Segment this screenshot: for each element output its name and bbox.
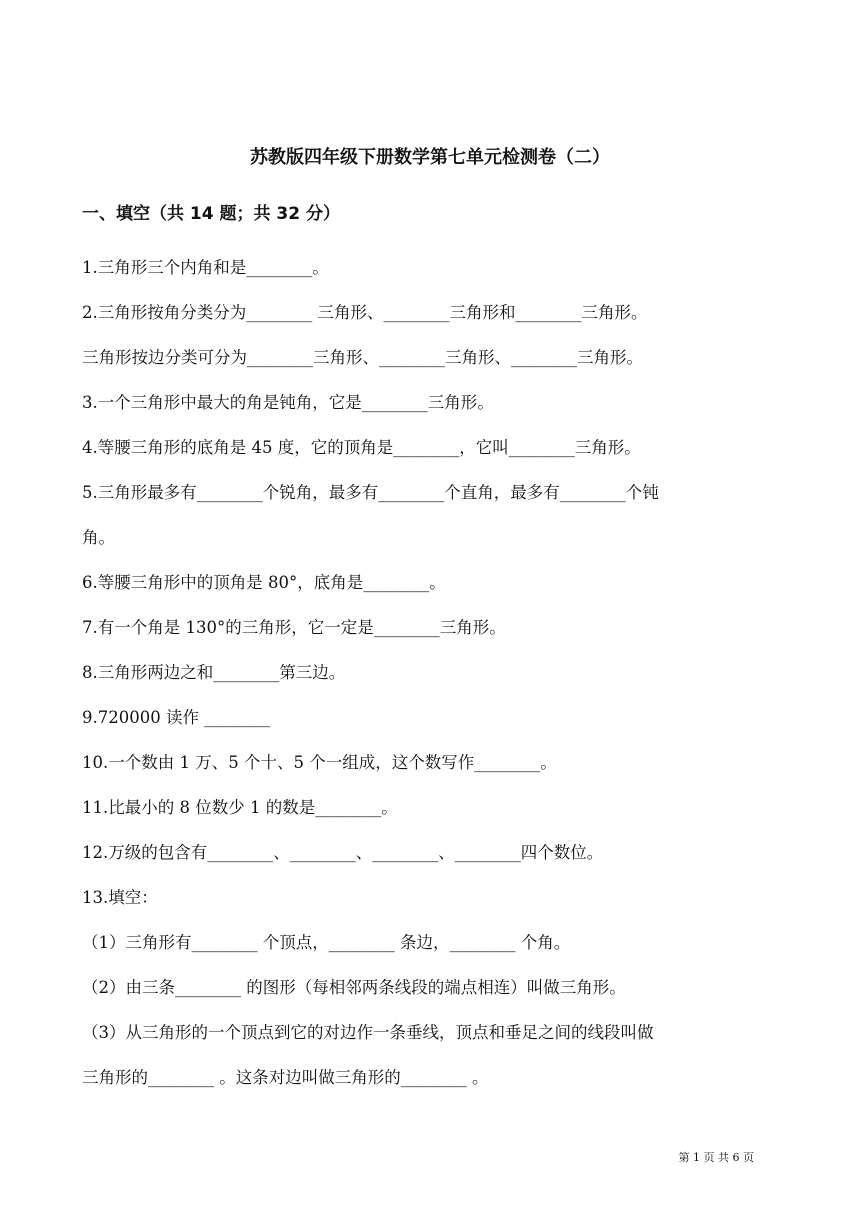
question-line: 1.三角形三个内角和是________。 — [82, 258, 329, 277]
question-line: 10.一个数由 1 万、5 个十、5 个一组成，这个数写作________。 — [82, 753, 557, 772]
question-line: 5.三角形最多有________个锐角，最多有________个直角，最多有________个钝 — [82, 483, 659, 502]
question-line: （1）三角形有________ 个顶点，________ 条边，________ 个角。 — [82, 933, 571, 952]
question-line: 13.填空： — [82, 888, 158, 907]
page-number-footer: 第 1 页 共 6 页 — [678, 1151, 754, 1164]
document-title: 苏教版四年级下册数学第七单元检测卷（二） — [250, 147, 610, 168]
question-line: 3.一个三角形中最大的角是钝角，它是________三角形。 — [82, 393, 494, 412]
question-line: 7.有一个角是 130°的三角形，它一定是________三角形。 — [82, 618, 506, 637]
question-line: 6.等腰三角形中的顶角是 80°，底角是________。 — [82, 573, 446, 592]
question-line: 12.万级的包含有________、________、________、________四个数位。 — [82, 843, 604, 862]
question-line: 8.三角形两边之和________第三边。 — [82, 663, 346, 682]
section-heading: 一、填空（共 14 题；共 32 分） — [82, 204, 340, 224]
question-line: 三角形按边分类可分为________三角形、________三角形、________三角形。 — [82, 348, 643, 367]
question-line: 11.比最小的 8 位数少 1 的数是________。 — [82, 798, 398, 817]
question-line: 4.等腰三角形的底角是 45 度，它的顶角是________，它叫________三角形。 — [82, 438, 641, 457]
question-line: 2.三角形按角分类分为________ 三角形、________三角形和________三角形。 — [82, 303, 648, 322]
question-line: （3）从三角形的一个顶点到它的对边作一条垂线，顶点和垂足之间的线段叫做 — [82, 1023, 654, 1042]
question-line: 9.720000 读作 ________ — [82, 708, 271, 727]
question-line: 三角形的________ 。这条对边叫做三角形的________ 。 — [82, 1068, 489, 1087]
question-line: 角。 — [82, 528, 115, 547]
question-line: （2）由三条________ 的图形（每相邻两条线段的端点相连）叫做三角形。 — [82, 978, 626, 997]
